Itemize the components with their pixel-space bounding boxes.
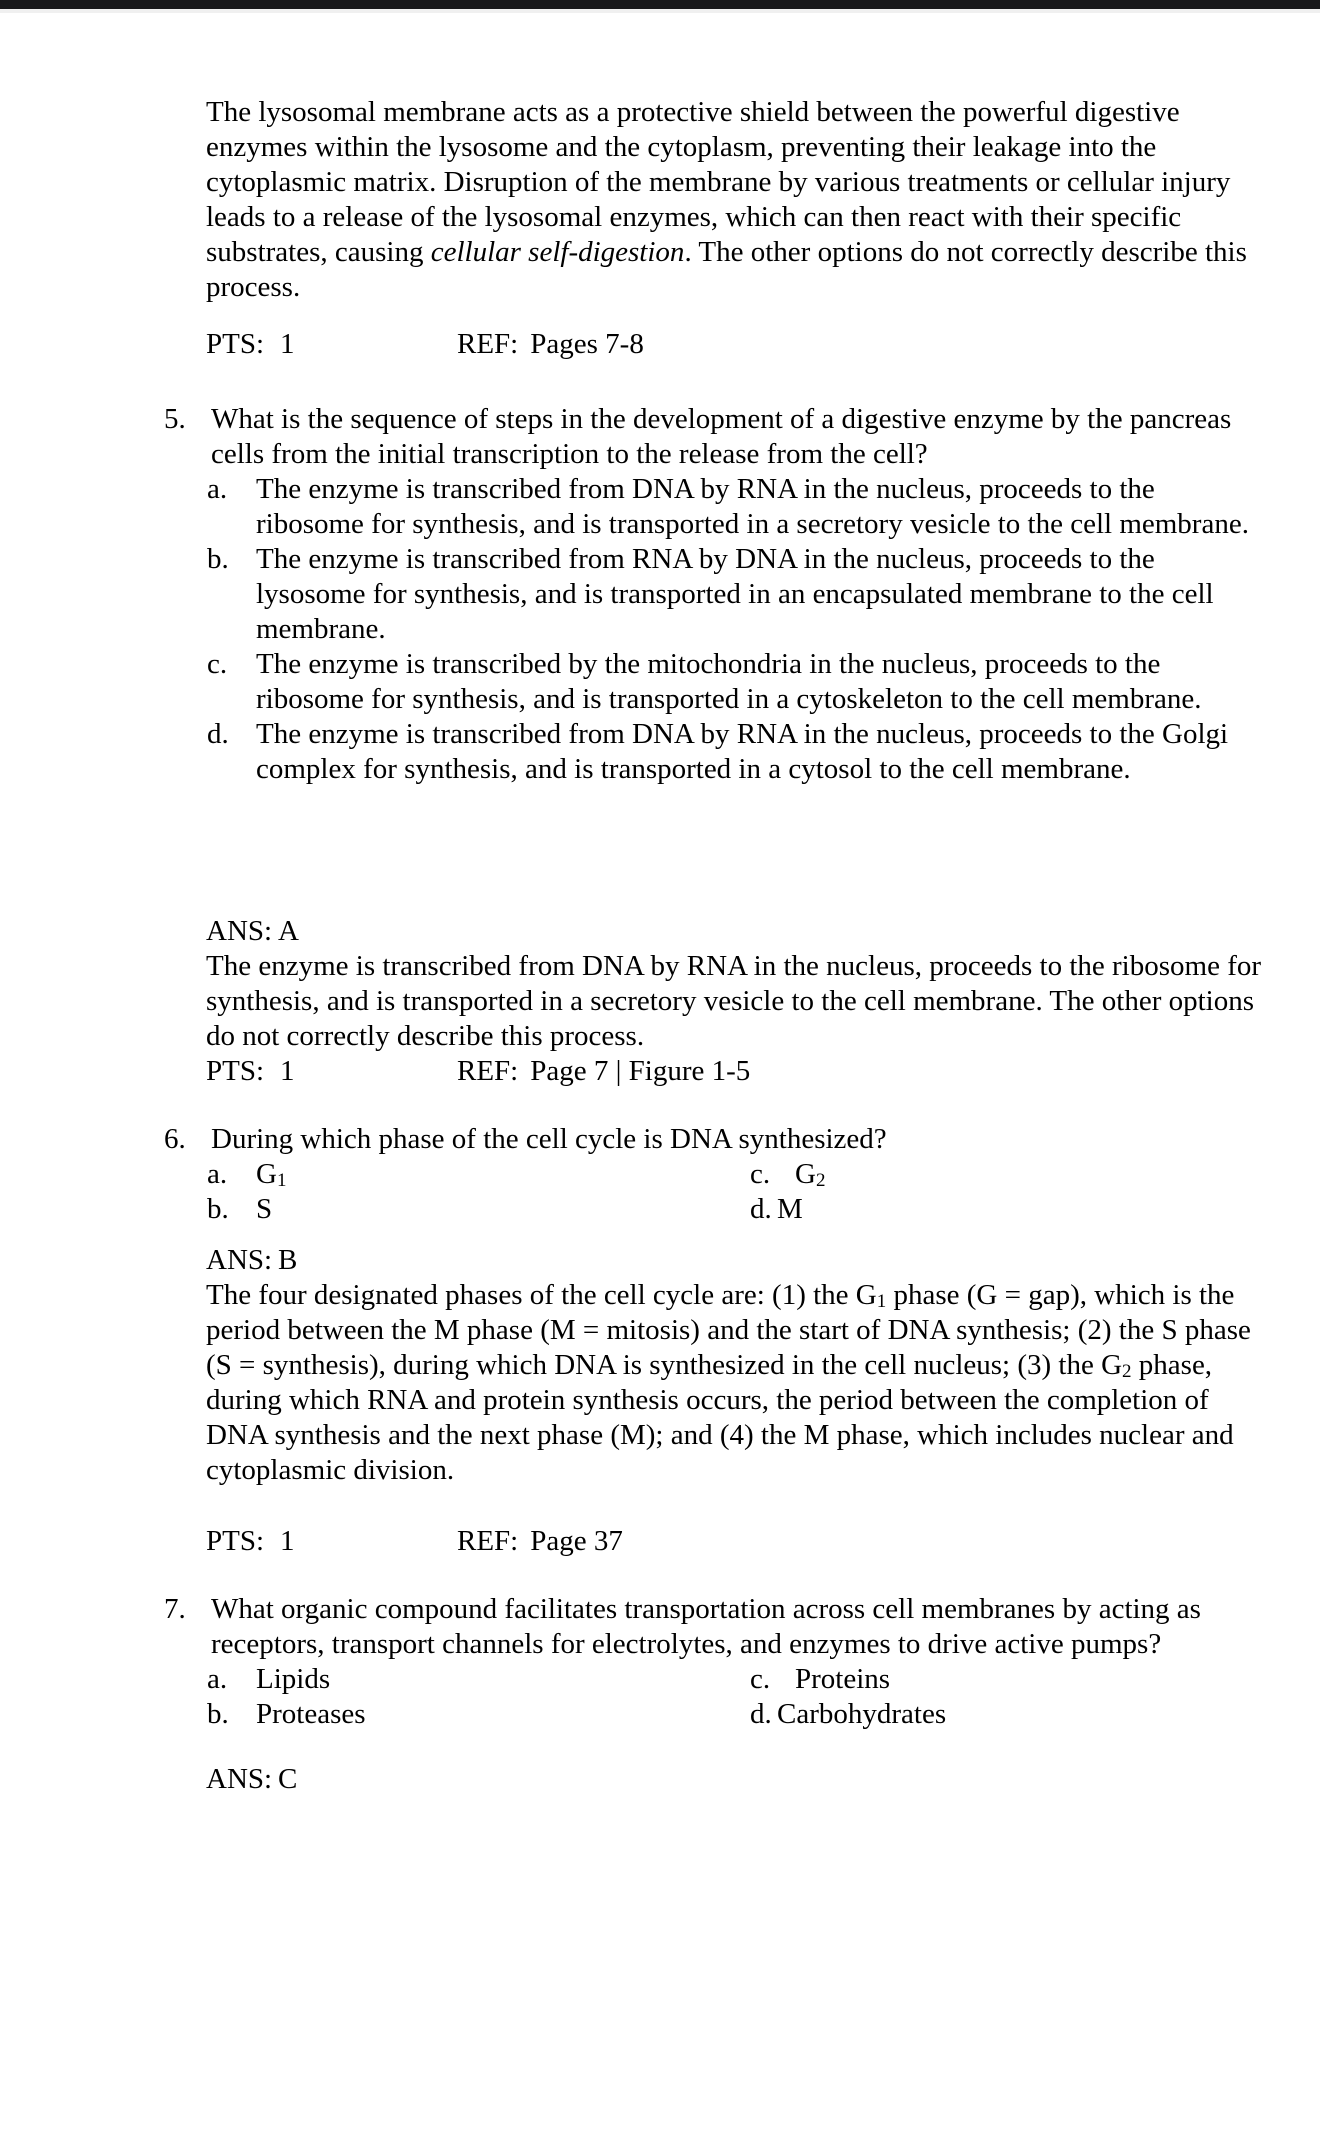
answer5-explanation — [206, 949, 1272, 1054]
question7-number: 7. — [164, 1593, 186, 1625]
ans-value: A — [278, 915, 299, 947]
ans-label: ANS: — [206, 915, 273, 947]
text-segment: Proteases — [256, 1698, 366, 1730]
ref-label: REF: — [457, 1525, 519, 1557]
option-letter: b. — [207, 543, 229, 575]
option-text — [256, 1193, 272, 1225]
text-segment: Proteins — [795, 1663, 891, 1695]
option-letter: c. — [207, 648, 228, 680]
question6-text: During which phase of the cell cycle is DNA synthesized? — [211, 1123, 887, 1155]
option-right — [750, 1192, 803, 1227]
option-letter: d. — [750, 1193, 772, 1225]
subscript-text: 2 — [815, 1170, 826, 1191]
text-segment: phase (G = gap), which is the period between the M phase (M = mitosis) and the start of DNA synthesis; (2) the S phase (S = synthesis), during which DNA is synthesized in the cell nucleus; (3) the G — [206, 1279, 1251, 1381]
option-letter: b. — [207, 1193, 229, 1225]
subscript-text: 1 — [876, 1291, 887, 1312]
question6-options — [207, 1157, 1253, 1227]
pts-label: PTS: — [206, 1525, 265, 1557]
subscript-text: 1 — [276, 1170, 287, 1191]
ref-label: REF: — [457, 328, 519, 360]
question5-answer — [206, 914, 1272, 1054]
ref-value: Page 37 — [530, 1525, 623, 1557]
option-letter: a. — [207, 473, 228, 505]
answer6-meta-line — [206, 1524, 1306, 1559]
option-row — [207, 1157, 1253, 1192]
subscript-text: 2 — [1122, 1361, 1132, 1382]
pts-label: PTS: — [206, 1055, 265, 1087]
text-segment: The lysosomal membrane acts as a protective shield between the powerful digestive enzymes within the lysosome and the cytoplasm, preventing their leakage into the cytoplasmic matrix. Disruption of the membrane by various treatments or cellular injury leads to a release of the lysosomal enzymes, which can then react with their specific substrates, causing — [206, 96, 1231, 268]
pts-value: 1 — [280, 328, 295, 360]
text-segment: Lipids — [256, 1663, 331, 1695]
pts-label: PTS: — [206, 328, 265, 360]
question5-options — [207, 472, 1253, 787]
option-text — [256, 1698, 366, 1730]
answer6-explanation — [206, 1278, 1272, 1488]
option-letter: d. — [207, 718, 229, 750]
option-row — [207, 1697, 1253, 1732]
question7-options — [207, 1662, 1253, 1732]
option-right — [750, 1697, 946, 1732]
ans-label: ANS: — [206, 1244, 273, 1276]
option-d — [207, 717, 1253, 787]
pts-value: 1 — [280, 1055, 295, 1087]
option-right — [750, 1157, 825, 1192]
option-row — [207, 1662, 1253, 1697]
option-text: The enzyme is transcribed by the mitochondria in the nucleus, proceeds to the ribosome for synthesis, and is transported in a cytoskeleton to the cell membrane. — [256, 648, 1202, 715]
question7-answer — [206, 1762, 1272, 1797]
text-segment: The four designated phases of the cell cycle are: (1) the G — [206, 1279, 877, 1311]
ref-value: Page 7 | Figure 1-5 — [530, 1055, 751, 1087]
option-text — [777, 1698, 946, 1730]
answer4-meta-line — [206, 327, 1306, 362]
option-text — [256, 1158, 286, 1190]
pts-value: 1 — [280, 1525, 295, 1557]
text-segment: G — [795, 1158, 816, 1190]
option-letter: c. — [750, 1158, 771, 1190]
option-letter: c. — [750, 1663, 771, 1695]
text-segment: S — [256, 1193, 273, 1225]
ref-value: Pages 7-8 — [530, 328, 644, 360]
text-segment: The enzyme is transcribed from DNA by RNA in the nucleus, proceeds to the ribosome for synthesis, and is transported in a secretory vesicle to the cell membrane. The other options do not correctly describe this process. — [206, 950, 1262, 1052]
option-letter: d. — [750, 1698, 772, 1730]
option-letter: a. — [207, 1158, 228, 1190]
question5-number: 5. — [164, 403, 186, 435]
answer5-meta-line — [206, 1054, 1306, 1089]
option-text: The enzyme is transcribed from RNA by DNA in the nucleus, proceeds to the lysosome for synthesis, and is transported in an encapsulated membrane to the cell membrane. — [256, 543, 1214, 645]
answer-line — [206, 914, 1272, 949]
option-right — [750, 1662, 890, 1697]
ans-label: ANS: — [206, 1763, 273, 1795]
option-text — [795, 1663, 890, 1695]
option-letter: a. — [207, 1663, 228, 1695]
italic-text: cellular self-digestion — [430, 236, 685, 268]
text-segment: M — [777, 1193, 803, 1225]
text-segment: Carbohydrates — [777, 1698, 947, 1730]
question7-text: What organic compound facilitates transportation across cell membranes by acting as receptors, transport channels for electrolytes, and enzymes to drive active pumps? — [211, 1593, 1201, 1660]
option-text — [256, 1663, 330, 1695]
answer-line — [206, 1762, 1272, 1797]
option-c — [207, 647, 1253, 717]
ans-value: C — [278, 1763, 298, 1795]
option-b — [207, 542, 1253, 647]
text-segment: . The other options do not correctly describe this process. — [206, 236, 1247, 303]
text-segment: phase, during which RNA and protein synthesis occurs, the period between the completion of DNA synthesis and the next phase (M); and (4) the M phase, which includes nuclear and cytoplasmic division. — [206, 1349, 1234, 1486]
option-text — [777, 1193, 803, 1225]
question6-answer — [206, 1243, 1272, 1488]
option-row — [207, 1192, 1253, 1227]
answer-line — [206, 1243, 1272, 1278]
ref-label: REF: — [457, 1055, 519, 1087]
answer4-explanation — [206, 95, 1266, 305]
ans-value: B — [278, 1244, 298, 1276]
text-segment: G — [256, 1158, 277, 1190]
option-text — [795, 1158, 825, 1190]
option-text: The enzyme is transcribed from DNA by RNA in the nucleus, proceeds to the Golgi complex for synthesis, and is transported in a cytosol to the cell membrane. — [256, 718, 1229, 785]
question5-text: What is the sequence of steps in the development of a digestive enzyme by the pancreas cells from the initial transcription to the release from the cell? — [211, 403, 1232, 470]
option-a — [207, 472, 1253, 542]
option-letter: b. — [207, 1698, 229, 1730]
question6-number: 6. — [164, 1123, 186, 1155]
option-text: The enzyme is transcribed from DNA by RNA in the nucleus, proceeds to the ribosome for synthesis, and is transported in a secretory vesicle to the cell membrane. — [256, 473, 1249, 540]
